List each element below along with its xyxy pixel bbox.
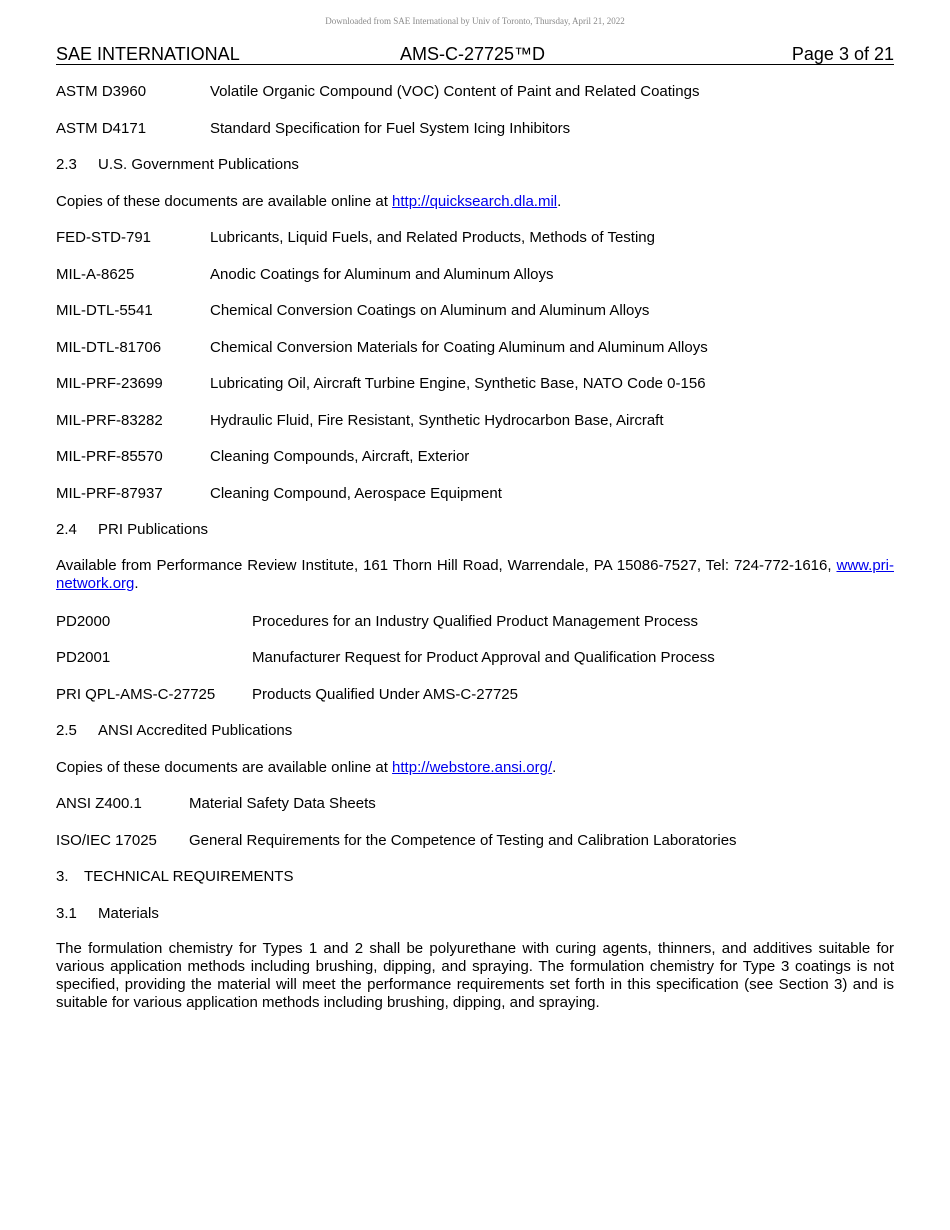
reference-code: MIL-PRF-87937 (56, 484, 163, 502)
reference-title: Cleaning Compounds, Aircraft, Exterior (210, 448, 470, 465)
reference-code: FED-STD-791 (56, 229, 152, 246)
section-number: 2.5 (56, 722, 77, 739)
reference-title: Chemical Conversion Coatings on Aluminum and Aluminum Alloys (210, 302, 650, 319)
section-title: ANSI Accredited Publications (98, 722, 293, 739)
reference-row (56, 648, 894, 685)
reference-row (56, 447, 894, 484)
reference-code: MIL-A-8625 (56, 265, 135, 283)
reference-row (56, 484, 894, 521)
document-body (56, 82, 894, 1012)
reference-code: PD2001 (56, 649, 111, 666)
availability-text: Copies of these documents are available online at (56, 192, 393, 210)
section-number: 3.1 (56, 904, 77, 922)
materials-paragraph: The formulation chemistry for Types 1 and 2 shall be polyurethane with curing agents, thinners, and additives suitable for various application methods including brushing, dipping, and spraying. The formulation chemistry for Type 3 coatings is not specified, providing the material will meet the performance requirements set forth in this specification (see Section 3) and is suitable for various application methods including brushing, dipping, and spraying. (56, 940, 894, 1011)
reference-row (56, 831, 894, 868)
reference-row (56, 685, 894, 722)
reference-code: PD2000 (56, 612, 111, 630)
section-heading-2-4 (56, 520, 894, 557)
section-heading-2-5 (56, 721, 894, 758)
reference-code: MIL-PRF-83282 (56, 411, 163, 429)
period: . (552, 758, 557, 776)
reference-code: MIL-PRF-85570 (56, 448, 163, 465)
reference-code: ASTM D4171 (56, 119, 147, 137)
section-number: 2.4 (56, 521, 77, 538)
reference-title: Lubricating Oil, Aircraft Turbine Engine, Synthetic Base, NATO Code 0-156 (210, 375, 706, 392)
reference-title: Hydraulic Fluid, Fire Resistant, Synthetic Hydrocarbon Base, Aircraft (210, 411, 664, 429)
section-heading-2-3 (56, 155, 894, 192)
reference-code: PRI QPL-AMS-C-27725 (56, 685, 216, 703)
header-page-number: Page 3 of 21 (791, 44, 894, 64)
section-number: 2.3 (56, 156, 77, 173)
reference-code: ANSI Z400.1 (56, 795, 142, 812)
period: . (134, 574, 139, 592)
reference-title: Anodic Coatings for Aluminum and Aluminum Alloys (210, 265, 554, 283)
reference-title: Procedures for an Industry Qualified Product Management Process (252, 612, 699, 630)
reference-row (56, 301, 894, 338)
section-heading-3 (56, 867, 894, 904)
reference-title: Cleaning Compound, Aerospace Equipment (210, 484, 502, 502)
reference-row (56, 612, 894, 649)
availability-text: Available from Performance Review Institute, 161 Thorn Hill Road, Warrendale, PA 15086-7527, Tel: 724-772-1616, (56, 556, 837, 574)
section-number: 3. (56, 868, 69, 885)
download-watermark: Downloaded from SAE International by Univ of Toronto, Thursday, April 21, 2022 (325, 16, 625, 26)
reference-row (56, 338, 894, 375)
reference-code: MIL-PRF-23699 (56, 375, 163, 392)
availability-note-ansi (56, 758, 894, 795)
reference-code: MIL-DTL-81706 (56, 338, 162, 356)
reference-row (56, 374, 894, 411)
reference-title: Chemical Conversion Materials for Coating Aluminum and Aluminum Alloys (210, 338, 708, 356)
period: . (557, 192, 562, 210)
section-title: PRI Publications (98, 521, 209, 538)
reference-title: Manufacturer Request for Product Approval and Qualification Process (252, 649, 715, 666)
reference-row (56, 82, 894, 119)
reference-title: Lubricants, Liquid Fuels, and Related Products, Methods of Testing (210, 229, 655, 246)
reference-row (56, 119, 894, 156)
section-title: TECHNICAL REQUIREMENTS (84, 868, 294, 885)
reference-title: Products Qualified Under AMS-C-27725 (252, 685, 518, 703)
section-title: U.S. Government Publications (98, 156, 299, 173)
section-title: Materials (98, 904, 159, 922)
reference-row (56, 265, 894, 302)
section-heading-3-1 (56, 904, 894, 941)
header-org: SAE INTERNATIONAL (56, 44, 240, 64)
reference-title: Material Safety Data Sheets (189, 795, 376, 812)
dla-quicksearch-link[interactable]: http://quicksearch.dla.mil (392, 192, 558, 210)
availability-note-pri (56, 557, 894, 612)
page-header (56, 44, 894, 65)
reference-title: General Requirements for the Competence of Testing and Calibration Laboratories (189, 831, 737, 849)
availability-text: Copies of these documents are available online at (56, 758, 393, 776)
reference-code: MIL-DTL-5541 (56, 302, 153, 319)
reference-code: ISO/IEC 17025 (56, 831, 157, 849)
reference-row (56, 411, 894, 448)
reference-row (56, 228, 894, 265)
reference-title: Volatile Organic Compound (VOC) Content of Paint and Related Coatings (210, 83, 700, 100)
ansi-webstore-link[interactable]: http://webstore.ansi.org/ (392, 758, 553, 776)
reference-row (56, 794, 894, 831)
pri-network-link[interactable]: www.pri-network.org (56, 556, 894, 592)
header-doc-number: AMS-C-27725™D (400, 44, 546, 64)
reference-code: ASTM D3960 (56, 83, 147, 100)
availability-note-gov (56, 192, 894, 229)
reference-title: Standard Specification for Fuel System Icing Inhibitors (210, 119, 571, 137)
